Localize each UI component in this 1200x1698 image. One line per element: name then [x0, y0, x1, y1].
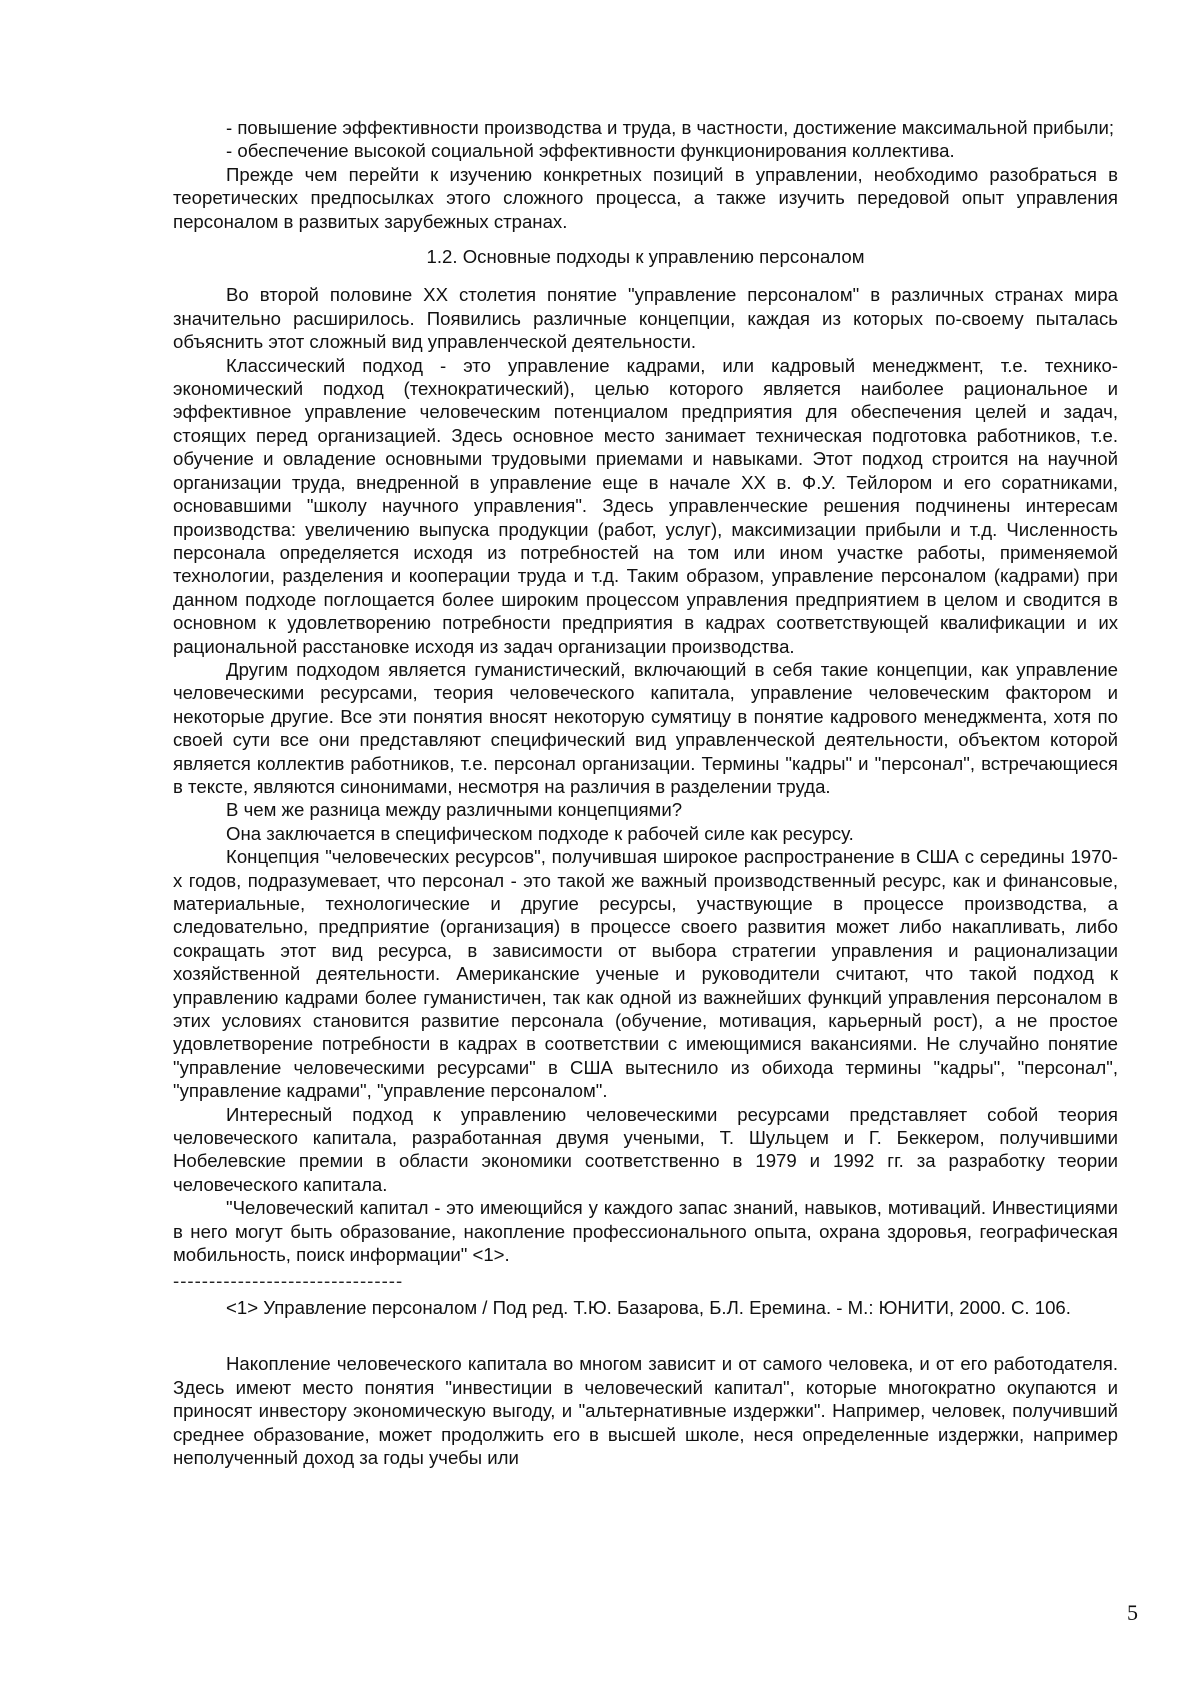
- paragraph: Другим подходом является гуманистический, включающий в себя такие концепции, как управление человеческими ресурсами, теория человеческого капитала, управление человеческим фактором и некоторые другие. Все эти понятия вносят некоторую сумятицу в понятие кадрового менеджмента, хотя по своей сути все они представляют специфический вид управленческой деятельности, объектом которой является коллектив работников, т.е. персонал организации. Термины "кадры" и "персонал", встречающиеся в тексте, являются синонимами, несмотря на различия в разделении труда.: [173, 658, 1118, 797]
- section-heading: 1.2. Основные подходы к управлению персоналом: [426, 246, 865, 268]
- paragraph: "Человеческий капитал - это имеющийся у каждого запас знаний, навыков, мотиваций. Инвестициями в него могут быть образование, накопление профессионального опыта, охрана здоровья, географическая мобильность, поиск информации" <1>.: [173, 1197, 1118, 1266]
- paragraph: В чем же разница между различными концепциями?: [226, 799, 683, 821]
- paragraph: - повышение эффективности производства и труда, в частности, достижение максимальной прибыли;: [226, 117, 1114, 138]
- paragraph: Накопление человеческого капитала во многом зависит и от самого человека, и от его работодателя. Здесь имеют место понятия "инвестиции в человеческий капитал", которые многократно окупаются и приносят инвестору экономическую выгоду, и "альтернативные издержки". Например, человек, получивший среднее образование, может продолжить его в высшей школе, неся определенные издержки, например неполученный доход за годы учебы или: [173, 1353, 1118, 1468]
- footnote-separator: --------------------------------: [173, 1269, 404, 1291]
- paragraph: - обеспечение высокой социальной эффективности функционирования коллектива.: [226, 140, 955, 162]
- page-number: 5: [1127, 1600, 1138, 1625]
- paragraph: Концепция "человеческих ресурсов", получившая широкое распространение в США с середины 1970-х годов, подразумевает, что персонал - это такой же важный производственный ресурс, как и финансовые, материальные, технологические и другие ресурсы, участвующие в процессе производства, а следовательно, предприятие (организация) в процессе своего развития может либо накапливать, либо сокращать этот вид ресурса, в зависимости от выбора стратегии управления и рационализации хозяйственной деятельности. Американские ученые и руководители считают, что такой подход к управлению кадрами более гуманистичен, так как одной из важнейших функций управления персоналом в этих условиях становится развитие персонала (обучение, мотивация, карьерный рост), а не простое удовлетворение потребности в кадрах в соответствии с имеющимися вакансиями. Не случайно понятие "управление человеческими ресурсами" в США вытеснило из обихода термины "кадры", "персонал", "управление кадрами", "управление персоналом".: [173, 846, 1118, 1102]
- paragraph: Она заключается в специфическом подходе к рабочей силе как ресурсу.: [226, 822, 854, 844]
- footnote: <1> Управление персоналом / Под ред. Т.Ю. Базарова, Б.Л. Еремина. - М.: ЮНИТИ, 2000. С. 106.: [226, 1296, 1071, 1318]
- paragraph: Классический подход - это управление кадрами, или кадровый менеджмент, т.е. технико-экономический подход (технократический), целью которого является наиболее рациональное и эффективное управление человеческим потенциалом предприятия для обеспечения целей и задач, стоящих перед организацией. Здесь основное место занимает техническая подготовка работников, т.е. обучение и овладение основными трудовыми приемами и навыками. Этот подход строится на научной организации труда, внедренной в управление еще в начале XX в. Ф.У. Тейлором и его соратниками, основавшими "школу научного управления". Здесь управленческие решения подчинены интересам производства: увеличению выпуска продукции (работ, услуг), максимизации прибыли и т.д. Численность персонала определяется исходя из потребностей на том или ином участке работы, применяемой технологии, разделения и кооперации труда и т.д. Таким образом, управление персоналом (кадрами) при данном подходе поглощается более широким процессом управления предприятием в целом и сводится в основном к удовлетворению потребности предприятия в кадрах соответствующей квалификации и их рациональной расстановке исходя из задач организации производства.: [173, 354, 1118, 657]
- paragraph: Прежде чем перейти к изучению конкретных позиций в управлении, необходимо разобраться в теоретических предпосылках этого сложного процесса, а также изучить передовой опыт управления персоналом в развитых зарубежных странах.: [173, 163, 1118, 232]
- page-body: [173, 116, 1118, 1469]
- paragraph: Во второй половине XX столетия понятие "управление персоналом" в различных странах мира значительно расширилось. Появились различные концепции, каждая из которых по-своему пыталась объяснить этот сложный вид управленческой деятельности.: [173, 284, 1118, 353]
- paragraph: Интересный подход к управлению человеческими ресурсами представляет собой теория человеческого капитала, разработанная двумя учеными, Т. Шульцем и Г. Беккером, получившими Нобелевские премии в области экономики соответственно в 1979 и 1992 гг. за разработку теории человеческого капитала.: [173, 1103, 1118, 1195]
